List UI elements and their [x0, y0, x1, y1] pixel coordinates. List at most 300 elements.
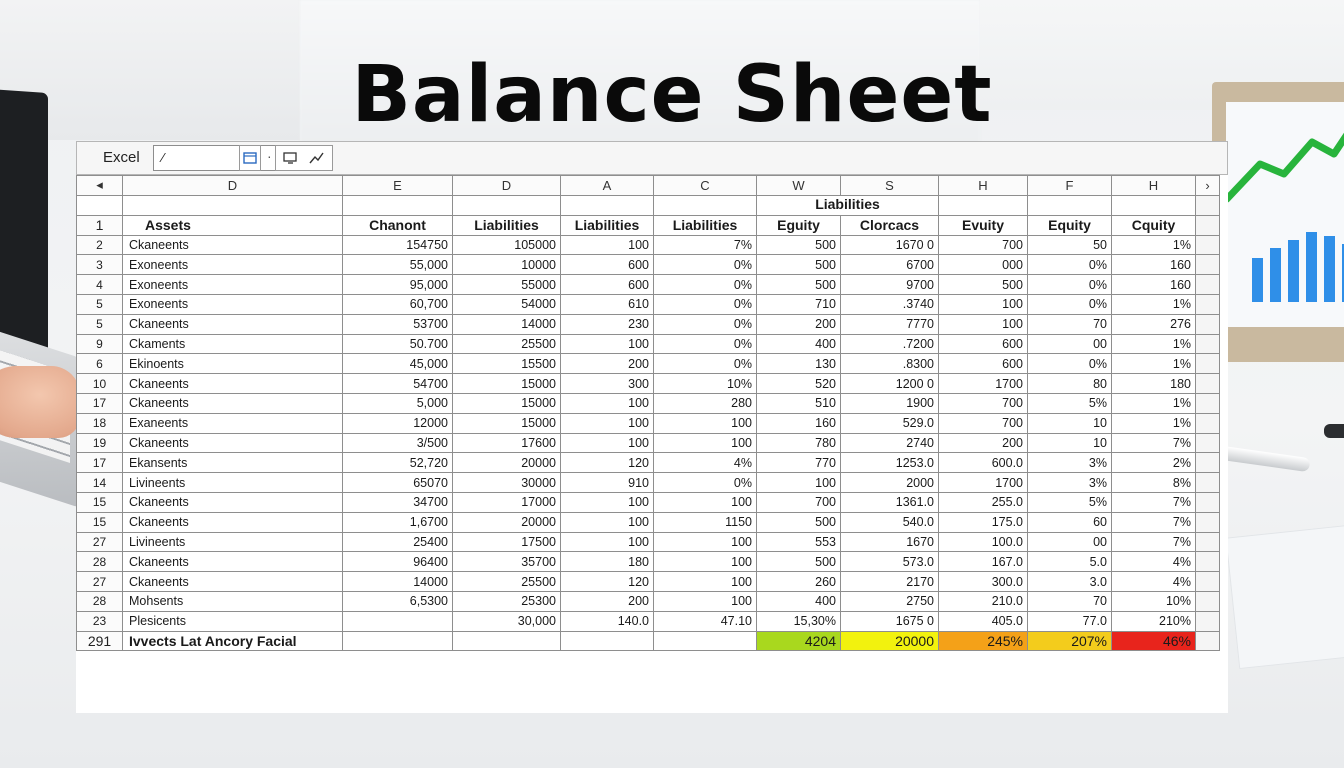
row-number[interactable]: 27 [77, 532, 123, 552]
column-header[interactable]: E [343, 176, 453, 196]
cell[interactable]: 2% [1112, 453, 1196, 473]
cell[interactable]: 100 [654, 413, 757, 433]
row-number[interactable]: 28 [77, 552, 123, 572]
cell[interactable]: 7% [654, 235, 757, 255]
liabilities-caption-cell[interactable] [757, 195, 939, 215]
row-label[interactable]: Ckaneents [123, 433, 343, 453]
cell[interactable]: 10% [1112, 591, 1196, 611]
cell[interactable]: 70 [1028, 591, 1112, 611]
cell[interactable]: 160 [1112, 255, 1196, 275]
cell[interactable]: 255.0 [939, 492, 1028, 512]
cell[interactable]: 2000 [841, 473, 939, 493]
column-header[interactable]: D [123, 176, 343, 196]
scrollbar-track[interactable] [1196, 492, 1220, 512]
row-label[interactable]: Ekansents [123, 453, 343, 473]
cell[interactable]: 15000 [453, 393, 561, 413]
cell[interactable]: 2740 [841, 433, 939, 453]
row-number[interactable]: 291 [77, 631, 123, 651]
highlight-cell[interactable]: 20000 [841, 631, 939, 651]
cell[interactable]: 100 [654, 572, 757, 592]
cell[interactable]: 100 [561, 393, 654, 413]
cell[interactable]: .8300 [841, 354, 939, 374]
cell[interactable]: 60 [1028, 512, 1112, 532]
header-cell[interactable]: Assets [123, 215, 343, 235]
cell[interactable]: 154750 [343, 235, 453, 255]
cell[interactable]: 7% [1112, 532, 1196, 552]
cell[interactable]: 700 [757, 492, 841, 512]
scrollbar-track[interactable] [1196, 235, 1220, 255]
cell[interactable]: 45,000 [343, 354, 453, 374]
cell[interactable]: 120 [561, 572, 654, 592]
row-label[interactable]: Livineents [123, 473, 343, 493]
cell[interactable]: 400 [757, 334, 841, 354]
scrollbar-track[interactable] [1196, 572, 1220, 592]
row-label[interactable]: Ckaneents [123, 572, 343, 592]
cell[interactable]: 9700 [841, 275, 939, 295]
cell[interactable]: 100 [654, 492, 757, 512]
cell[interactable]: 15000 [453, 413, 561, 433]
cell[interactable]: 1361.0 [841, 492, 939, 512]
cell[interactable]: 34700 [343, 492, 453, 512]
cell[interactable]: 600 [561, 275, 654, 295]
cell[interactable] [1112, 195, 1196, 215]
header-cell[interactable]: Eguity [757, 215, 841, 235]
cell[interactable] [654, 195, 757, 215]
table-row [77, 591, 1220, 611]
cell[interactable]: 200 [561, 591, 654, 611]
cell[interactable]: 3.0 [1028, 572, 1112, 592]
cell[interactable]: 510 [757, 393, 841, 413]
cell[interactable]: 10 [1028, 413, 1112, 433]
cell[interactable]: 175.0 [939, 512, 1028, 532]
row-number[interactable]: 5 [77, 314, 123, 334]
cell[interactable]: 7% [1112, 512, 1196, 532]
cell[interactable]: 0% [654, 255, 757, 275]
cell[interactable]: 100 [561, 433, 654, 453]
cell[interactable]: 3/500 [343, 433, 453, 453]
column-header[interactable]: W [757, 176, 841, 196]
table-row [77, 572, 1220, 592]
cell[interactable]: 3% [1028, 473, 1112, 493]
scroll-left-icon[interactable]: ◂ [77, 176, 123, 196]
cell[interactable]: 6,5300 [343, 591, 453, 611]
column-header[interactable]: S [841, 176, 939, 196]
row-number[interactable]: 1 [77, 215, 123, 235]
cell[interactable]: 65070 [343, 473, 453, 493]
cell[interactable]: 160 [757, 413, 841, 433]
header-cell[interactable]: Cquity [1112, 215, 1196, 235]
cell[interactable]: 1675 0 [841, 611, 939, 631]
cell[interactable]: 7% [1112, 492, 1196, 512]
row-label[interactable]: Exaneents [123, 413, 343, 433]
cell[interactable]: 200 [939, 433, 1028, 453]
row-number[interactable]: 4 [77, 275, 123, 295]
page-title: Balance Sheet [351, 50, 993, 140]
cell[interactable]: 2750 [841, 591, 939, 611]
cell[interactable]: 100 [561, 492, 654, 512]
scrollbar-track[interactable] [1196, 374, 1220, 394]
cell[interactable]: 180 [561, 552, 654, 572]
cell[interactable]: 4% [654, 453, 757, 473]
scrollbar-track[interactable] [1196, 473, 1220, 493]
header-cell[interactable]: Liabilities [453, 215, 561, 235]
cell[interactable]: 120 [561, 453, 654, 473]
row-number[interactable]: 9 [77, 334, 123, 354]
highlight-cell[interactable]: 245% [939, 631, 1028, 651]
cell[interactable]: 1% [1112, 294, 1196, 314]
cell[interactable]: 100 [654, 552, 757, 572]
cell[interactable] [561, 195, 654, 215]
cell[interactable]: 0% [1028, 354, 1112, 374]
cell[interactable]: 910 [561, 473, 654, 493]
row-label[interactable]: Ckaneents [123, 393, 343, 413]
header-cell[interactable]: Liabilities [561, 215, 654, 235]
cell[interactable]: 25300 [453, 591, 561, 611]
scrollbar-track[interactable] [1196, 532, 1220, 552]
cell[interactable]: 14000 [343, 572, 453, 592]
cell[interactable]: 25400 [343, 532, 453, 552]
column-header[interactable]: H [939, 176, 1028, 196]
cell[interactable]: 0% [654, 275, 757, 295]
row-label[interactable]: Ekinoents [123, 354, 343, 374]
row-label[interactable]: Exoneents [123, 275, 343, 295]
cell[interactable]: 4% [1112, 552, 1196, 572]
cell[interactable]: 100 [561, 235, 654, 255]
cell[interactable]: 0% [1028, 294, 1112, 314]
row-number[interactable]: 27 [77, 572, 123, 592]
row-number[interactable]: 6 [77, 354, 123, 374]
scrollbar-track[interactable] [1196, 433, 1220, 453]
cell[interactable]: 100 [561, 334, 654, 354]
cell[interactable]: 405.0 [939, 611, 1028, 631]
cell[interactable]: 780 [757, 433, 841, 453]
cell[interactable]: 100 [939, 294, 1028, 314]
cell[interactable] [939, 195, 1028, 215]
cell[interactable]: 0% [1028, 255, 1112, 275]
cell[interactable]: 35700 [453, 552, 561, 572]
row-number[interactable]: 10 [77, 374, 123, 394]
row-number[interactable]: 23 [77, 611, 123, 631]
cell[interactable]: 1900 [841, 393, 939, 413]
cell[interactable]: 280 [654, 393, 757, 413]
table-row [77, 374, 1220, 394]
row-number[interactable]: 17 [77, 453, 123, 473]
cell[interactable] [343, 631, 453, 651]
cell[interactable] [1028, 195, 1112, 215]
cell[interactable]: 17000 [453, 492, 561, 512]
cell[interactable]: 0% [654, 334, 757, 354]
cell[interactable]: 4% [1112, 572, 1196, 592]
cell[interactable] [561, 631, 654, 651]
cell[interactable]: 5,000 [343, 393, 453, 413]
footer-row [77, 631, 1220, 651]
row-number[interactable]: 2 [77, 235, 123, 255]
header-cell[interactable]: Equity [1028, 215, 1112, 235]
row-label[interactable]: Exoneents [123, 294, 343, 314]
cell[interactable]: 54000 [453, 294, 561, 314]
cell[interactable]: 573.0 [841, 552, 939, 572]
cell[interactable]: 17500 [453, 532, 561, 552]
cell[interactable]: 130 [757, 354, 841, 374]
column-header[interactable]: D [453, 176, 561, 196]
cell[interactable]: .7200 [841, 334, 939, 354]
cell[interactable]: 1670 [841, 532, 939, 552]
cell[interactable]: 100 [757, 473, 841, 493]
cell[interactable]: 770 [757, 453, 841, 473]
cell[interactable]: 53700 [343, 314, 453, 334]
cell[interactable]: 600 [939, 354, 1028, 374]
cell[interactable]: 1200 0 [841, 374, 939, 394]
row-number[interactable]: 5 [77, 294, 123, 314]
cell[interactable]: 1253.0 [841, 453, 939, 473]
cell[interactable]: 400 [757, 591, 841, 611]
cell[interactable] [453, 631, 561, 651]
cell[interactable]: 100 [654, 433, 757, 453]
row-number[interactable]: 3 [77, 255, 123, 275]
cell[interactable]: 17600 [453, 433, 561, 453]
cell[interactable]: 30000 [453, 473, 561, 493]
cell[interactable]: 96400 [343, 552, 453, 572]
cell[interactable]: 1% [1112, 413, 1196, 433]
cell[interactable]: 5.0 [1028, 552, 1112, 572]
scrollbar-track[interactable] [1196, 512, 1220, 532]
row-number[interactable]: 28 [77, 591, 123, 611]
cell[interactable]: 100 [654, 532, 757, 552]
cell[interactable]: 0% [1028, 275, 1112, 295]
cell[interactable]: 12000 [343, 413, 453, 433]
cell[interactable]: 500 [757, 255, 841, 275]
cell[interactable]: 3% [1028, 453, 1112, 473]
highlight-cell[interactable]: 4204 [757, 631, 841, 651]
cell[interactable]: 1% [1112, 354, 1196, 374]
cell[interactable]: 77.0 [1028, 611, 1112, 631]
cell[interactable]: 200 [561, 354, 654, 374]
cell[interactable]: 200 [757, 314, 841, 334]
header-cell[interactable]: Clorcacs [841, 215, 939, 235]
cell[interactable] [654, 631, 757, 651]
cell[interactable]: 553 [757, 532, 841, 552]
header-cell[interactable]: Chanont [343, 215, 453, 235]
row-label[interactable]: Ckaneents [123, 374, 343, 394]
cell[interactable]: 0% [654, 314, 757, 334]
scrollbar-track[interactable] [1196, 354, 1220, 374]
format-button[interactable] [239, 145, 261, 171]
cell[interactable] [343, 195, 453, 215]
cell[interactable] [123, 195, 343, 215]
cell[interactable]: 700 [939, 413, 1028, 433]
cell[interactable]: 55000 [453, 275, 561, 295]
scrollbar-track[interactable] [1196, 314, 1220, 334]
cell[interactable]: 300.0 [939, 572, 1028, 592]
cell[interactable]: 95,000 [343, 275, 453, 295]
cell[interactable]: 600.0 [939, 453, 1028, 473]
cell[interactable] [343, 611, 453, 631]
table-row [77, 512, 1220, 532]
scrollbar-track[interactable] [1196, 453, 1220, 473]
cell[interactable]: 500 [757, 235, 841, 255]
cell[interactable] [453, 195, 561, 215]
row-label[interactable]: Livineents [123, 532, 343, 552]
cell[interactable]: 000 [939, 255, 1028, 275]
scrollbar-track[interactable] [1196, 611, 1220, 631]
cell[interactable]: 50 [1028, 235, 1112, 255]
table-row [77, 552, 1220, 572]
highlight-cell[interactable]: 207% [1028, 631, 1112, 651]
column-header[interactable]: F [1028, 176, 1112, 196]
footer-label[interactable]: Ivvects Lat Ancory Facial [123, 631, 343, 651]
cell[interactable]: 100 [654, 591, 757, 611]
table-row [77, 453, 1220, 473]
column-header[interactable]: H [1112, 176, 1196, 196]
insert-tools-button[interactable] [275, 145, 333, 171]
cell[interactable]: 210% [1112, 611, 1196, 631]
highlight-cell[interactable]: 46% [1112, 631, 1196, 651]
cell[interactable]: 610 [561, 294, 654, 314]
cell[interactable]: 500 [939, 275, 1028, 295]
cell[interactable]: 500 [757, 275, 841, 295]
row-label[interactable]: Plesicents [123, 611, 343, 631]
scrollbar-track[interactable] [1196, 294, 1220, 314]
cell[interactable]: .3740 [841, 294, 939, 314]
cell[interactable]: 700 [939, 235, 1028, 255]
cell[interactable]: 140.0 [561, 611, 654, 631]
scrollbar-track[interactable] [1196, 334, 1220, 354]
row-label[interactable]: Ckaneents [123, 552, 343, 572]
cell[interactable]: 700 [939, 393, 1028, 413]
cell[interactable]: 100 [561, 413, 654, 433]
cell[interactable]: 167.0 [939, 552, 1028, 572]
scrollbar-track[interactable] [1196, 393, 1220, 413]
cell[interactable]: 1% [1112, 393, 1196, 413]
liabilities-caption: Liabilities [815, 195, 880, 212]
scrollbar-track[interactable] [1196, 591, 1220, 611]
cell[interactable]: 80 [1028, 374, 1112, 394]
typing-hand [0, 366, 80, 438]
cell[interactable]: 100 [561, 512, 654, 532]
cell[interactable]: 300 [561, 374, 654, 394]
cell[interactable]: 15,30% [757, 611, 841, 631]
row-label[interactable]: Ckaneents [123, 512, 343, 532]
cell[interactable]: 1% [1112, 334, 1196, 354]
scrollbar-track[interactable] [1196, 631, 1220, 651]
cell[interactable]: 600 [939, 334, 1028, 354]
cell[interactable]: 0% [654, 294, 757, 314]
cell[interactable]: 260 [757, 572, 841, 592]
cell[interactable]: 1670 0 [841, 235, 939, 255]
row-label[interactable]: Exoneents [123, 255, 343, 275]
cell[interactable]: 15000 [453, 374, 561, 394]
cell[interactable]: 276 [1112, 314, 1196, 334]
header-cell[interactable]: Liabilities [654, 215, 757, 235]
scrollbar-track[interactable] [1196, 413, 1220, 433]
cell[interactable]: 5% [1028, 393, 1112, 413]
cell[interactable]: 1700 [939, 473, 1028, 493]
row-label[interactable]: Ckaneents [123, 314, 343, 334]
cell[interactable]: 540.0 [841, 512, 939, 532]
cell[interactable]: 710 [757, 294, 841, 314]
scrollbar-track[interactable] [1196, 195, 1220, 215]
cell[interactable]: 1700 [939, 374, 1028, 394]
cell[interactable]: 30,000 [453, 611, 561, 631]
cell[interactable]: 20000 [453, 512, 561, 532]
cell[interactable]: 7770 [841, 314, 939, 334]
table-row [77, 275, 1220, 295]
cell[interactable]: 0% [654, 473, 757, 493]
cell[interactable]: 2170 [841, 572, 939, 592]
cell[interactable]: 14000 [453, 314, 561, 334]
cell[interactable]: 70 [1028, 314, 1112, 334]
header-cell[interactable]: Evuity [939, 215, 1028, 235]
cell[interactable]: 100 [561, 532, 654, 552]
row-label[interactable]: Ckaments [123, 334, 343, 354]
cell[interactable]: 25500 [453, 572, 561, 592]
cell[interactable]: 1,6700 [343, 512, 453, 532]
column-header[interactable]: C [654, 176, 757, 196]
row-number[interactable]: 14 [77, 473, 123, 493]
row-label[interactable]: Ckaneents [123, 235, 343, 255]
cell[interactable]: 8% [1112, 473, 1196, 493]
cell[interactable]: 160 [1112, 275, 1196, 295]
cell[interactable]: 47.10 [654, 611, 757, 631]
cell[interactable]: 600 [561, 255, 654, 275]
row-number-cell[interactable] [77, 195, 123, 215]
cell[interactable]: 6700 [841, 255, 939, 275]
cell[interactable]: 00 [1028, 532, 1112, 552]
cell[interactable]: 105000 [453, 235, 561, 255]
row-number[interactable]: 19 [77, 433, 123, 453]
cell[interactable]: 10% [654, 374, 757, 394]
cell[interactable]: 54700 [343, 374, 453, 394]
cell[interactable]: 0% [654, 354, 757, 374]
cell[interactable]: 230 [561, 314, 654, 334]
cell[interactable]: 5% [1028, 492, 1112, 512]
cell[interactable]: 20000 [453, 453, 561, 473]
scrollbar-track[interactable] [1196, 215, 1220, 235]
scrollbar-track[interactable] [1196, 552, 1220, 572]
cell[interactable]: 25500 [453, 334, 561, 354]
cell[interactable]: 500 [757, 512, 841, 532]
row-number[interactable]: 15 [77, 512, 123, 532]
row-label[interactable]: Ckaneents [123, 492, 343, 512]
cell[interactable]: 100 [939, 314, 1028, 334]
cell[interactable]: 52,720 [343, 453, 453, 473]
cell[interactable]: 1% [1112, 235, 1196, 255]
cell[interactable]: 529.0 [841, 413, 939, 433]
cell[interactable]: 100.0 [939, 532, 1028, 552]
scrollbar-track[interactable] [1196, 255, 1220, 275]
row-number[interactable]: 15 [77, 492, 123, 512]
cell[interactable]: 10 [1028, 433, 1112, 453]
scroll-right-icon[interactable]: › [1196, 176, 1220, 196]
cell[interactable]: 500 [757, 552, 841, 572]
row-label[interactable]: Mohsents [123, 591, 343, 611]
cell[interactable]: 00 [1028, 334, 1112, 354]
cell[interactable]: 60,700 [343, 294, 453, 314]
cell[interactable]: 15500 [453, 354, 561, 374]
row-number[interactable]: 17 [77, 393, 123, 413]
cell[interactable]: 50.700 [343, 334, 453, 354]
column-header[interactable]: A [561, 176, 654, 196]
scrollbar-track[interactable] [1196, 275, 1220, 295]
cell[interactable]: 7% [1112, 433, 1196, 453]
cell[interactable]: 210.0 [939, 591, 1028, 611]
row-number[interactable]: 18 [77, 413, 123, 433]
cell[interactable]: 1150 [654, 512, 757, 532]
cell[interactable]: 180 [1112, 374, 1196, 394]
cell[interactable]: 10000 [453, 255, 561, 275]
cell[interactable]: 55,000 [343, 255, 453, 275]
cell[interactable]: 520 [757, 374, 841, 394]
